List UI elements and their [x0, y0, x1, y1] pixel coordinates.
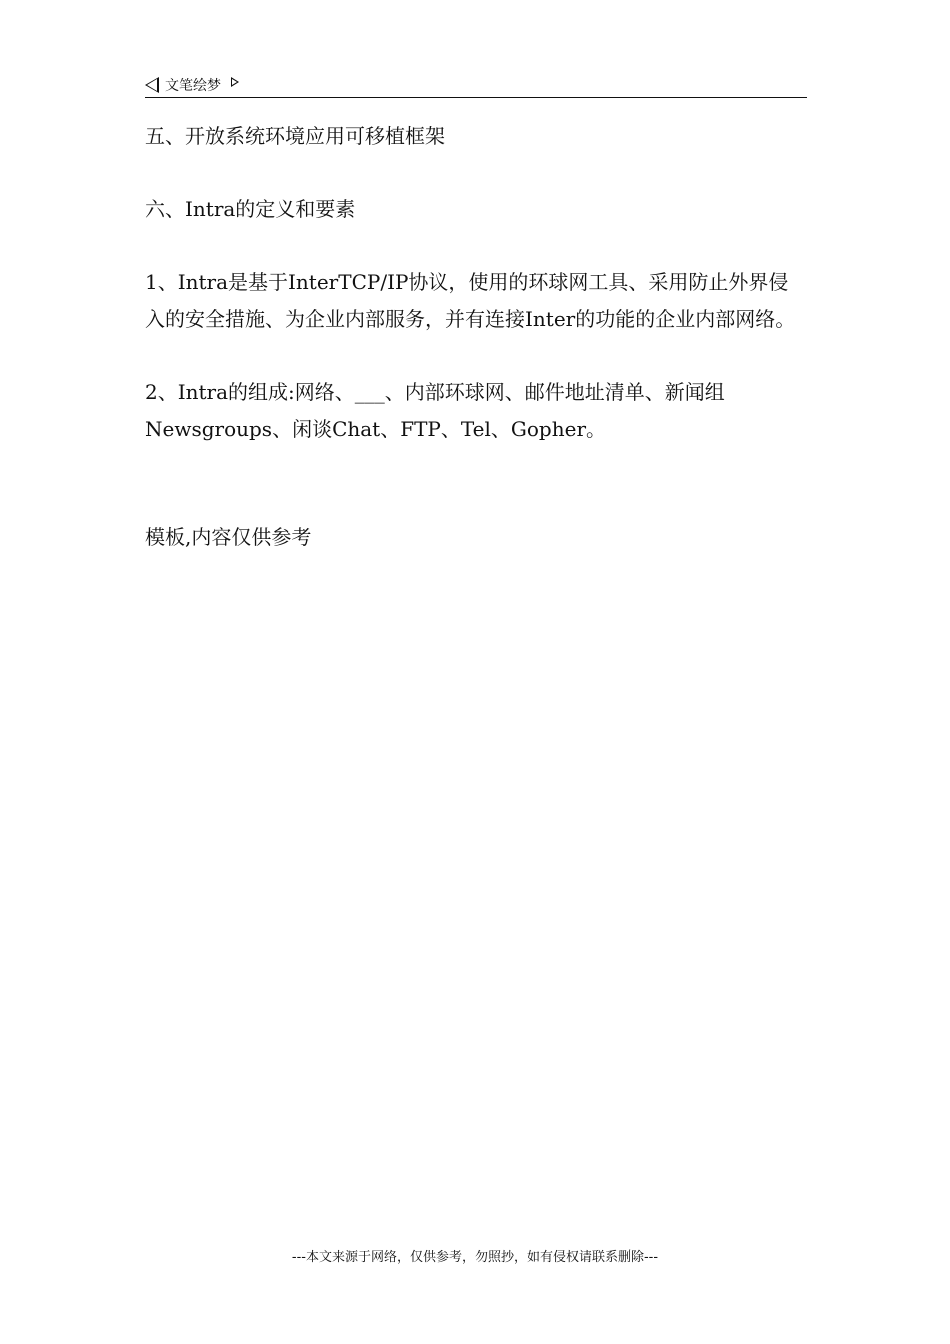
page-footer: ---本文来源于网络，仅供参考，勿照抄，如有侵权请联系删除--- — [291, 1250, 659, 1265]
paragraph-item-2: 2、Intra的组成:网络、___、内部环球网、邮件地址清单、新闻组Newsgroups、闲谈Chat、FTP、Tel、Gopher。 — [145, 380, 725, 441]
section-heading-5: 五、开放系统环境应用可移植框架 — [145, 124, 445, 148]
header-divider — [145, 97, 807, 98]
section-heading-6: 六、Intra的定义和要素 — [145, 197, 356, 221]
template-note: 模板,内容仅供参考 — [145, 525, 312, 549]
page-header — [145, 74, 239, 96]
triangle-left-icon — [145, 77, 159, 93]
paragraph-item-1: 1、Intra是基于InterTCP/IP协议，使用的环球网工具、采用防止外界侵入的安全措施、为企业内部服务，并有连接Inter的功能的企业内部网络。 — [145, 270, 796, 331]
triangle-right-icon — [231, 77, 239, 87]
document-body — [145, 118, 807, 556]
header-title: 文笔绘梦 — [165, 78, 221, 94]
